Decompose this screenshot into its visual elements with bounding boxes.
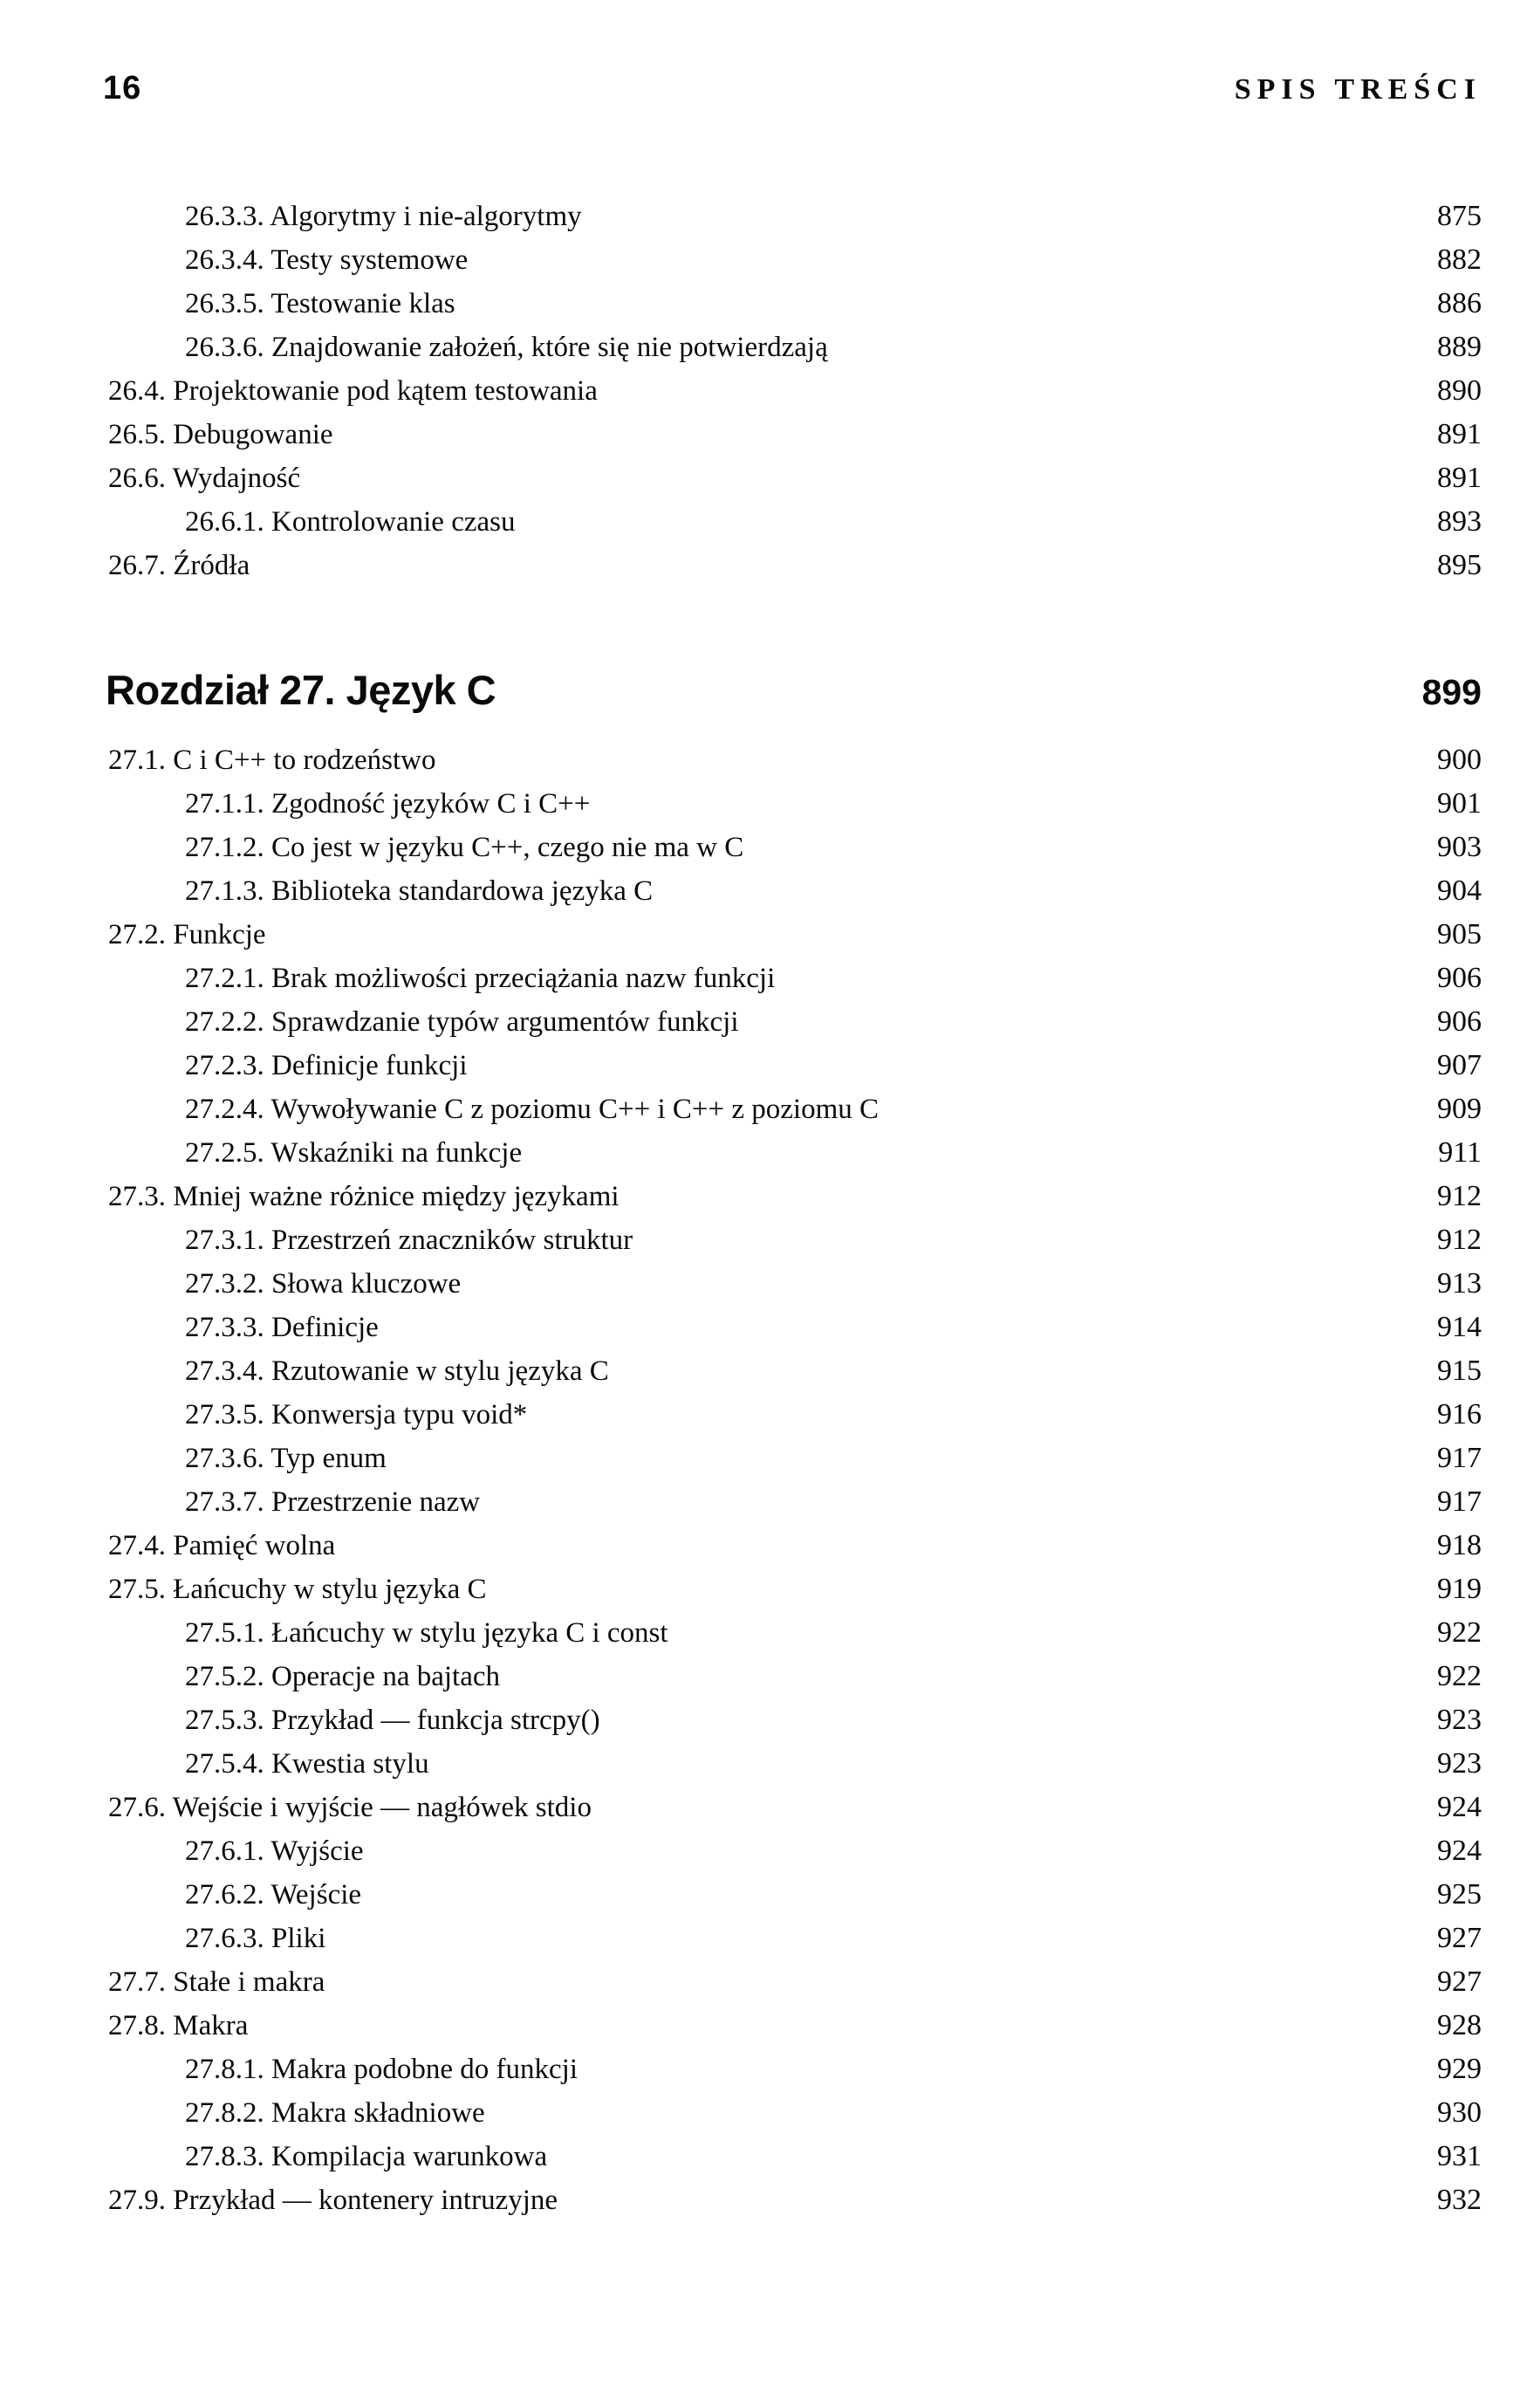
toc-entry xyxy=(0,195,1482,238)
toc-entry xyxy=(0,1306,1482,1349)
toc-entry-page: 875 xyxy=(1437,200,1482,232)
toc-entry-page: 923 xyxy=(1437,1747,1482,1780)
toc-entry-page: 913 xyxy=(1437,1267,1482,1300)
toc-entry-title: 27.5.2. Operacje na bajtach xyxy=(185,1661,501,1692)
toc-entry-page: 914 xyxy=(1437,1311,1482,1343)
toc-entry-title: 27.9. Przykład — kontenery intruzyjne xyxy=(108,2185,558,2216)
toc-entry xyxy=(0,738,1482,782)
toc-entry-title: 27.8.1. Makra podobne do funkcji xyxy=(185,2054,578,2085)
toc-entry-page: 922 xyxy=(1437,1616,1482,1649)
toc-entry-title: 27.6. Wejście i wyjście — nagłówek stdio xyxy=(108,1792,592,1823)
toc-entry-page: 906 xyxy=(1437,962,1482,994)
toc-entry-title: 27.6.2. Wejście xyxy=(185,1879,362,1911)
toc-entry xyxy=(0,2178,1482,2222)
toc-entry xyxy=(0,238,1482,282)
toc-entry-title: 27.5.1. Łańcuchy w stylu języka C i const xyxy=(185,1617,668,1649)
toc-entry xyxy=(0,1611,1482,1655)
toc-entry-title: 27.1.2. Co jest w języku C++, czego nie ma w C xyxy=(185,832,744,863)
toc-entry-title: 26.6. Wydajność xyxy=(108,463,301,494)
toc-entry xyxy=(0,413,1482,456)
toc-entry-page: 912 xyxy=(1437,1224,1482,1256)
toc-entry-title: 27.6.1. Wyjście xyxy=(185,1835,364,1867)
toc-entry xyxy=(0,544,1482,587)
toc-entry-page: 905 xyxy=(1437,918,1482,950)
toc-entry-title: 26.5. Debugowanie xyxy=(108,419,333,450)
toc-entry-page: 915 xyxy=(1437,1355,1482,1387)
toc-entry xyxy=(0,1698,1482,1742)
toc-entry-title: 26.7. Źródła xyxy=(108,550,250,581)
toc-entry-page: 912 xyxy=(1437,1180,1482,1212)
toc-entry xyxy=(0,1349,1482,1393)
toc-entry xyxy=(0,500,1482,544)
toc-entry-title: 26.6.1. Kontrolowanie czasu xyxy=(185,506,516,538)
toc-entry xyxy=(0,1873,1482,1917)
toc-entry-page: 909 xyxy=(1437,1093,1482,1125)
toc-entry xyxy=(0,2048,1482,2091)
toc-entry xyxy=(0,1917,1482,1960)
toc-entry-page: 895 xyxy=(1437,549,1482,581)
toc-entry xyxy=(0,869,1482,913)
toc-entry-page: 931 xyxy=(1437,2140,1482,2172)
chapter-title: Rozdział 27. Język C xyxy=(106,667,496,713)
toc-entry xyxy=(0,1044,1482,1087)
toc-entry-page: 917 xyxy=(1437,1442,1482,1474)
toc-entry-title: 26.3.4. Testy systemowe xyxy=(185,244,469,276)
toc-entry xyxy=(0,1218,1482,1262)
toc-entry xyxy=(0,1829,1482,1873)
toc-entry-title: 26.4. Projektowanie pod kątem testowania xyxy=(108,375,598,407)
toc-list-chapter26 xyxy=(0,195,1482,587)
toc-entry-page: 928 xyxy=(1437,2009,1482,2041)
toc-entry xyxy=(0,1087,1482,1131)
page-number: 16 xyxy=(103,70,142,106)
toc-entry-page: 927 xyxy=(1437,1966,1482,1998)
toc-entry xyxy=(0,1568,1482,1611)
toc-list-chapter27 xyxy=(0,738,1482,2222)
toc-entry-title: 27.8.2. Makra składniowe xyxy=(185,2097,485,2129)
toc-entry-page: 886 xyxy=(1437,287,1482,319)
toc-entry-title: 27.5.4. Kwestia stylu xyxy=(185,1748,429,1780)
toc-entry-title: 27.2. Funkcje xyxy=(108,919,266,950)
toc-entry-page: 911 xyxy=(1438,1136,1482,1169)
chapter-page-number: 899 xyxy=(1421,672,1482,712)
toc-entry-title: 26.3.3. Algorytmy i nie-algorytmy xyxy=(185,201,582,232)
toc-entry-page: 919 xyxy=(1437,1573,1482,1605)
toc-entry xyxy=(0,1131,1482,1175)
toc-entry-page: 929 xyxy=(1437,2053,1482,2085)
toc-entry-title: 27.5.3. Przykład — funkcja strcpy() xyxy=(185,1705,600,1736)
toc-entry-page: 918 xyxy=(1437,1529,1482,1561)
toc-entry xyxy=(0,282,1482,326)
toc-entry-page: 901 xyxy=(1437,787,1482,820)
toc-entry-page: 889 xyxy=(1437,331,1482,363)
toc-entry-title: 27.2.3. Definicje funkcji xyxy=(185,1050,468,1081)
toc-entry-title: 27.3.4. Rzutowanie w stylu języka C xyxy=(185,1355,609,1387)
toc-entry xyxy=(0,2004,1482,2048)
toc-entry-page: 904 xyxy=(1437,875,1482,907)
toc-entry xyxy=(0,957,1482,1000)
toc-entry-page: 906 xyxy=(1437,1005,1482,1038)
toc-entry-title: 27.3. Mniej ważne różnice między językami xyxy=(108,1181,620,1212)
toc-entry-page: 924 xyxy=(1437,1835,1482,1867)
toc-entry xyxy=(0,1524,1482,1568)
toc-entry-title: 27.4. Pamięć wolna xyxy=(108,1530,336,1561)
toc-entry-title: 27.2.2. Sprawdzanie typów argumentów funkcji xyxy=(185,1006,739,1038)
toc-entry-page: 903 xyxy=(1437,831,1482,863)
toc-entry-title: 27.7. Stałe i makra xyxy=(108,1966,325,1998)
toc-entry-page: 907 xyxy=(1437,1049,1482,1081)
toc-entry xyxy=(0,1480,1482,1524)
toc-entry xyxy=(0,1655,1482,1698)
page-header xyxy=(0,70,1482,107)
toc-entry xyxy=(0,1175,1482,1218)
chapter-heading-row xyxy=(0,666,1482,714)
toc-entry-page: 900 xyxy=(1437,744,1482,776)
running-head: SPIS TREŚCI xyxy=(1234,73,1482,106)
toc-entry xyxy=(0,1742,1482,1786)
toc-entry xyxy=(0,913,1482,957)
toc-entry-page: 917 xyxy=(1437,1485,1482,1518)
toc-entry-page: 930 xyxy=(1437,2096,1482,2129)
toc-entry-page: 916 xyxy=(1437,1398,1482,1430)
toc-entry-page: 890 xyxy=(1437,374,1482,407)
toc-entry-title: 27.3.7. Przestrzenie nazw xyxy=(185,1486,481,1518)
toc-entry-title: 26.3.6. Znajdowanie założeń, które się nie potwierdzają xyxy=(185,332,828,363)
toc-entry-page: 891 xyxy=(1437,418,1482,450)
toc-entry-page: 924 xyxy=(1437,1791,1482,1823)
toc-entry-title: 27.6.3. Pliki xyxy=(185,1923,326,1954)
toc-entry-title: 27.2.1. Brak możliwości przeciążania nazw funkcji xyxy=(185,963,776,994)
toc-entry-title: 27.1. C i C++ to rodzeństwo xyxy=(108,744,436,776)
toc-entry xyxy=(0,456,1482,500)
toc-entry xyxy=(0,1262,1482,1306)
toc-entry-page: 925 xyxy=(1437,1878,1482,1911)
toc-entry xyxy=(0,369,1482,413)
toc-entry-title: 27.8. Makra xyxy=(108,2010,249,2041)
toc-entry-page: 893 xyxy=(1437,505,1482,538)
toc-entry-page: 923 xyxy=(1437,1704,1482,1736)
toc-entry-page: 927 xyxy=(1437,1922,1482,1954)
toc-entry-title: 27.2.4. Wywoływanie C z poziomu C++ i C++ z poziomu C xyxy=(185,1094,880,1125)
toc-entry-page: 932 xyxy=(1437,2184,1482,2216)
toc-entry-title: 26.3.5. Testowanie klas xyxy=(185,288,455,319)
toc-entry-title: 27.1.1. Zgodność języków C i C++ xyxy=(185,788,591,820)
toc-entry xyxy=(0,1786,1482,1829)
toc-entry xyxy=(0,1437,1482,1480)
toc-entry xyxy=(0,2091,1482,2135)
toc-entry xyxy=(0,1000,1482,1044)
toc-entry-title: 27.3.2. Słowa kluczowe xyxy=(185,1268,462,1300)
toc-entry-page: 891 xyxy=(1437,462,1482,494)
toc-entry-page: 882 xyxy=(1437,244,1482,276)
toc-entry-title: 27.3.5. Konwersja typu void* xyxy=(185,1399,528,1430)
toc-entry-title: 27.1.3. Biblioteka standardowa języka C xyxy=(185,875,654,907)
toc-entry-title: 27.3.3. Definicje xyxy=(185,1312,379,1343)
toc-entry-title: 27.8.3. Kompilacja warunkowa xyxy=(185,2141,548,2172)
toc-entry xyxy=(0,326,1482,369)
toc-entry-page: 922 xyxy=(1437,1660,1482,1692)
toc-entry-title: 27.3.1. Przestrzeń znaczników struktur xyxy=(185,1225,633,1256)
toc-entry-title: 27.2.5. Wskaźniki na funkcje xyxy=(185,1137,523,1169)
toc-entry xyxy=(0,2135,1482,2178)
toc-entry-title: 27.5. Łańcuchy w stylu języka C xyxy=(108,1574,487,1605)
toc-entry xyxy=(0,782,1482,826)
toc-entry xyxy=(0,1393,1482,1437)
toc-entry xyxy=(0,1960,1482,2004)
toc-entry xyxy=(0,826,1482,869)
toc-entry-title: 27.3.6. Typ enum xyxy=(185,1443,387,1474)
